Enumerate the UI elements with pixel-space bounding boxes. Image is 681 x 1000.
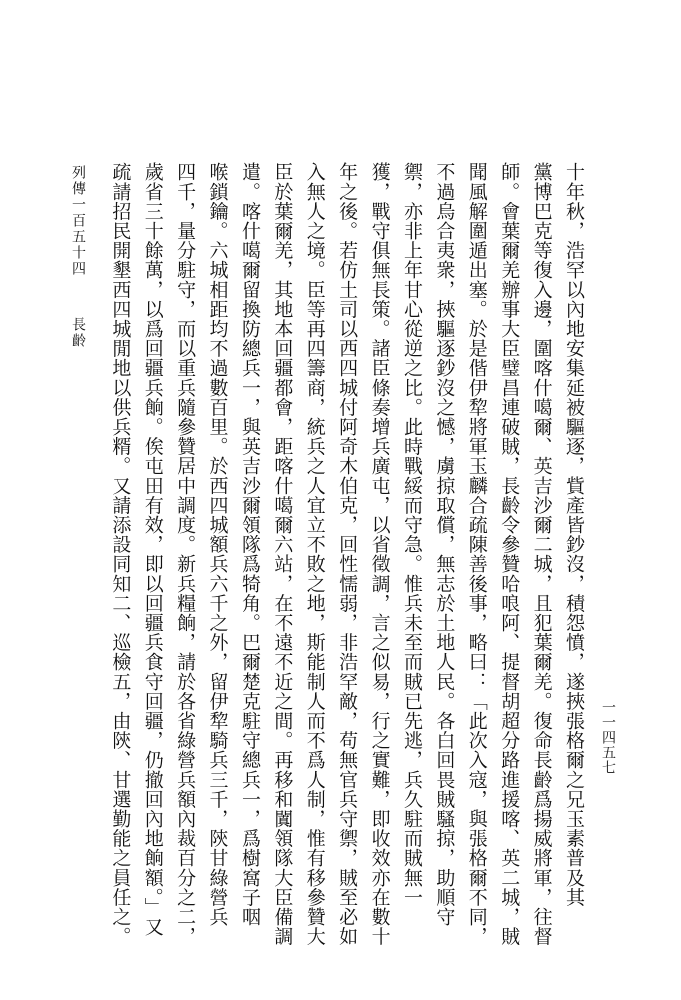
text-column: 獲，戰守俱無長策。諸臣條奏增兵廣屯，以省徵調，言之似易，行之實難，即收效亦在數十 [368, 162, 391, 946]
text-column: 入無人之境。臣等再四籌商，統兵之人宜立不敗之地，斯能制人而不爲人制，惟有移參贊大 [303, 162, 326, 946]
text-column: 臣於葉爾羌，其地本回疆都會，距喀什噶爾六站，在不遠不近之間。再移和闐領隊大臣備調 [271, 162, 294, 946]
text-column: 黨博巴克等復入邊，圍喀什噶爾、英吉沙爾二城，且犯葉爾羌。復命長齡爲揚威將軍，往督 [530, 162, 553, 946]
text-column: 聞風解圍遁出塞。於是偕伊犂將軍玉麟合疏陳善後事，略曰：「此次入寇，與張格爾不同， [465, 162, 488, 946]
text-column: 十年秋，浩罕以內地安集延被驅逐，貲產皆鈔沒，積怨憤，遂挾張格爾之兄玉素普及其 [563, 162, 585, 907]
body-text [104, 162, 590, 962]
page-number: 一一四五七 [600, 700, 616, 775]
running-header [66, 165, 90, 349]
biography-name-label: 長齡 [70, 317, 86, 349]
text-column: 歲省三十餘萬，以爲回疆兵餉。俟屯田有效，即以回疆兵食守回疆，仍撤回內地餉額。」又 [141, 162, 164, 937]
text-column: 不過烏合夷衆，挾驅逐鈔沒之憾，虜掠取償，無志於土地人民。各白回畏賊騷掠，助順守 [433, 162, 456, 927]
text-column: 禦，亦非上年甘心從逆之比。此時戰綏而守急。惟兵未至而賊已先逃，兵久駐而賊無一 [400, 162, 423, 907]
book-section-label: 列傳一百五十四 [70, 165, 86, 277]
text-column: 年之後。若仿土司以西四城付阿奇木伯克，回性懦弱，非浩罕敵，苟無官兵守禦，賊至必如 [336, 162, 359, 946]
text-column: 喉鎖鑰。六城相距均不過數百里。於西四城額兵六千之外，留伊犂騎兵三千，陝甘綠營兵 [206, 162, 229, 927]
text-column: 遣。喀什噶爾留換防總兵一，與英吉沙爾領隊爲犄角。巴爾楚克駐守總兵一，爲樹窩子咽 [238, 162, 261, 927]
text-column: 四千，量分駐守，而以重兵隨參贊居中調度。新兵糧餉，請於各省綠營兵額內裁百分之二， [174, 162, 197, 946]
text-column: 疏請招民開墾西四城閒地以供兵糈。又請添設同知二、巡檢五，由陝、甘選勤能之員任之。 [109, 162, 132, 946]
text-column: 師。會葉爾羌辦事大臣璧昌連破賊，長齡令參贊哈哴阿、提督胡超分路進援喀、英二城，賊 [498, 162, 521, 946]
